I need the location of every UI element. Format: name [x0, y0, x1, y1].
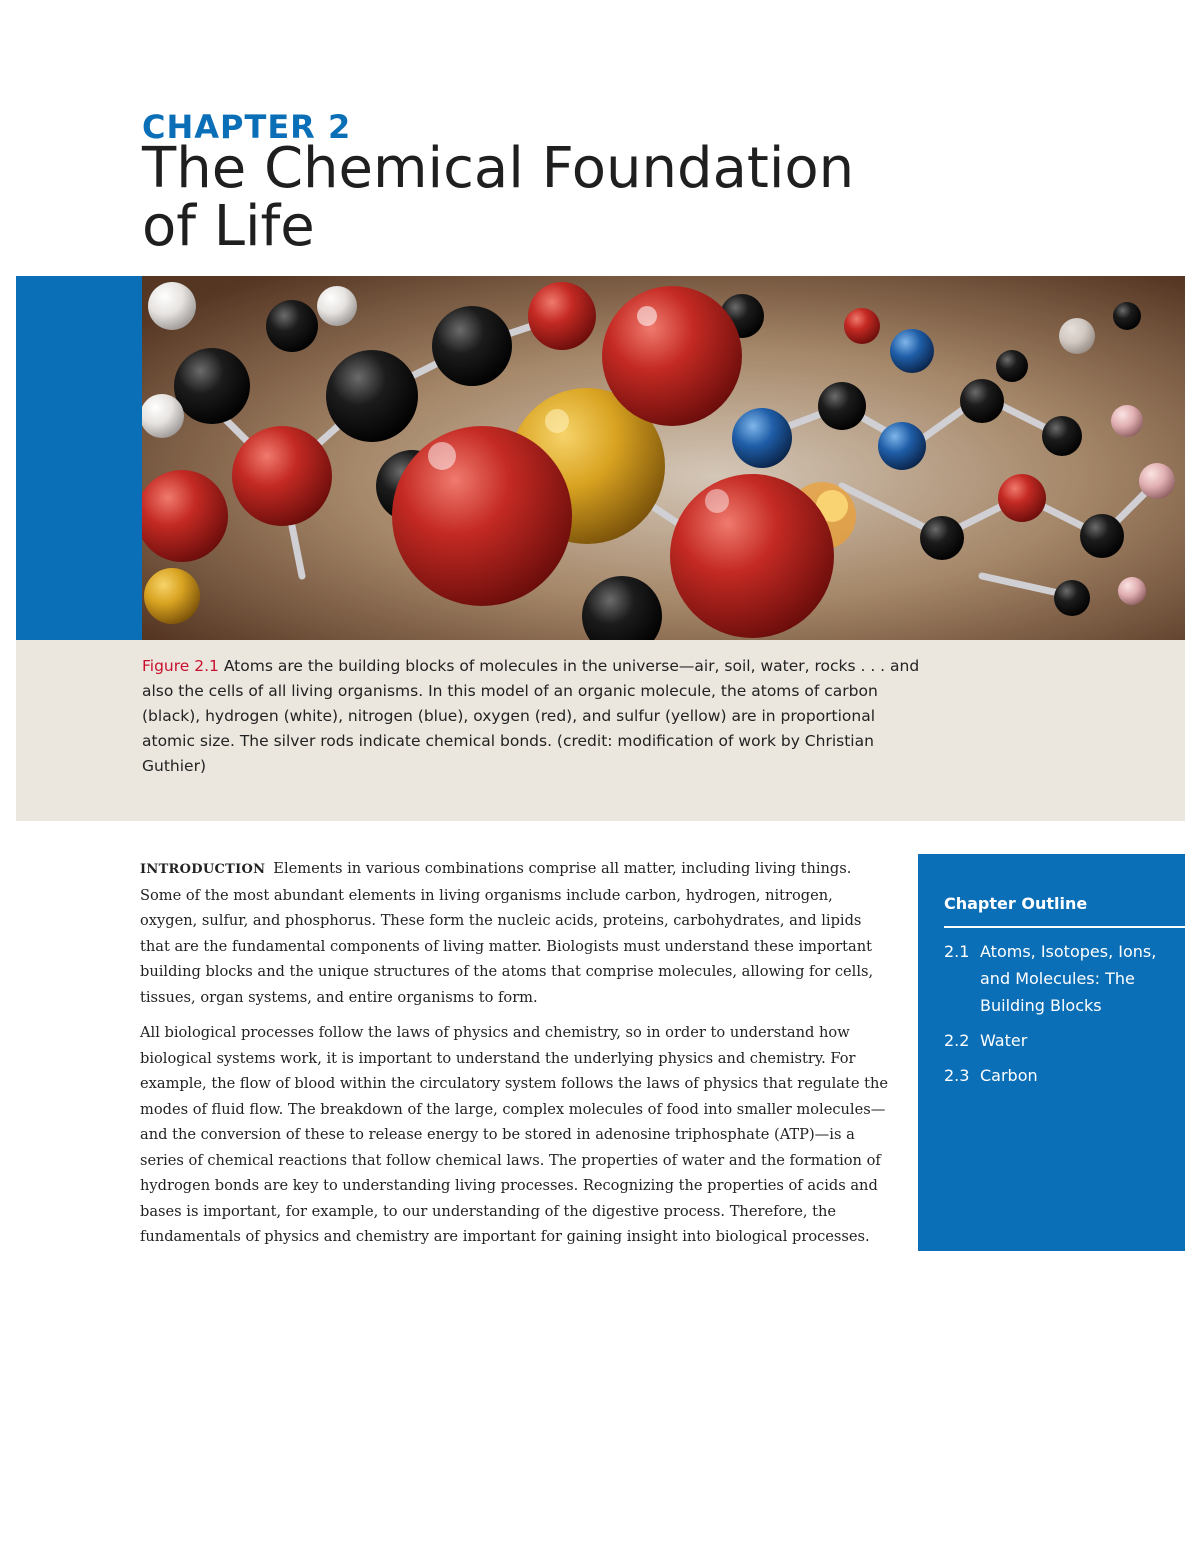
intro-label: INTRODUCTION — [140, 862, 266, 877]
chapter-title-line1: The Chemical Foundation — [142, 136, 855, 201]
outline-item-label: Carbon — [980, 1066, 1038, 1085]
body-text — [140, 856, 890, 1260]
outline-item-2-2[interactable] — [944, 1027, 1179, 1054]
chapter-outline-list — [944, 938, 1179, 1097]
outline-item-number: 2.3 — [944, 1066, 970, 1085]
figure-caption — [142, 654, 932, 779]
figure-label: Figure 2.1 — [142, 657, 219, 675]
intro-paragraph — [140, 856, 890, 1010]
outline-item-number: 2.1 — [944, 942, 970, 961]
chapter-outline-title: Chapter Outline — [944, 894, 1088, 913]
chapter-title-line2: of Life — [142, 194, 315, 259]
figure-caption-box — [16, 640, 1185, 821]
outline-item-number: 2.2 — [944, 1031, 970, 1050]
molecule-model-illustration — [142, 276, 1185, 640]
outline-item-label: Atoms, Isotopes, Ions, and Molecules: The Building Blocks — [980, 942, 1157, 1015]
chapter-outline-box — [918, 854, 1185, 1251]
intro-paragraph-text: Elements in various combinations comprise all matter, including living things. Some of the most abundant elements in living organisms include carbon, hydrogen, nitrogen, oxygen, sulfur, and phosphorus. These form the nucleic acids, proteins, carbohydrates, and lipids that are the fundamental components of living matter. Biologists must understand these important building blocks and the unique structures of the atoms that comprise molecules, allowing for cells, tissues, organ systems, and entire organisms to form. — [140, 860, 874, 1006]
hero-image-molecule-model — [142, 276, 1185, 640]
chapter-label: CHAPTER 2 — [142, 108, 352, 146]
outline-divider — [944, 926, 1185, 928]
accent-band — [16, 276, 142, 640]
outline-item-label: Water — [980, 1031, 1028, 1050]
chapter-title — [142, 136, 1042, 259]
outline-item-2-3[interactable] — [944, 1062, 1179, 1089]
outline-item-2-1[interactable] — [944, 938, 1179, 1019]
body-paragraph-2: All biological processes follow the laws of physics and chemistry, so in order to understand how biological systems work, it is important to understand the underlying physics and chemistry. For example, the flow of blood within the circulatory system follows the laws of physics that regulate the modes of fluid flow. The breakdown of the large, complex molecules of food into smaller molecules—and the conversion of these to release energy to be stored in adenosine triphosphate (ATP)—is a series of chemical reactions that follow chemical laws. The properties of water and the formation of hydrogen bonds are key to understanding living processes. Recognizing the properties of acids and bases is important, for example, to our understanding of the digestive process. Therefore, the fundamentals of physics and chemistry are important for gaining insight into biological processes. — [140, 1024, 889, 1245]
figure-caption-text: Atoms are the building blocks of molecules in the universe—air, soil, water, rocks . . . and also the cells of all living organisms. In this model of an organic molecule, the atoms of carbon (black), hydrogen (white), nitrogen (blue), oxygen (red), and sulfur (yellow) are in proportional atomic size. The silver rods indicate chemical bonds. (credit: modification of work by Christian Guthier) — [142, 657, 920, 775]
